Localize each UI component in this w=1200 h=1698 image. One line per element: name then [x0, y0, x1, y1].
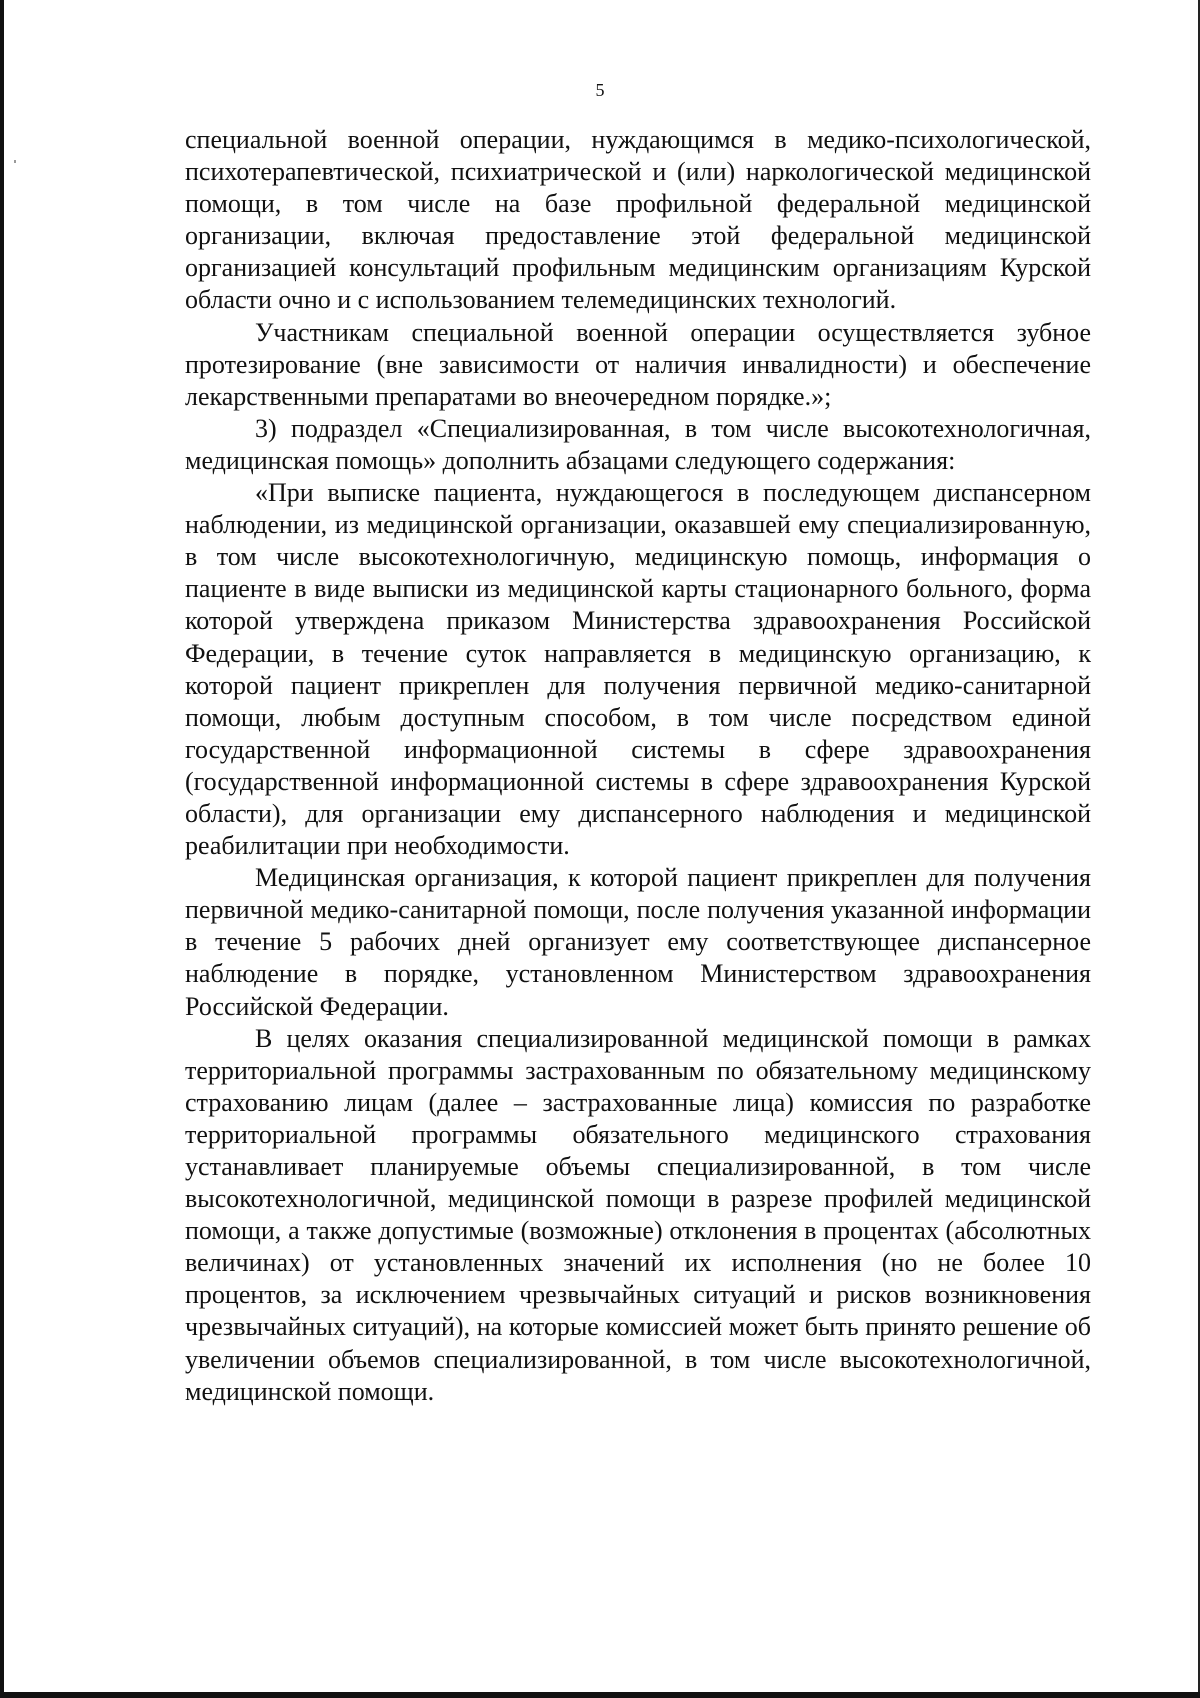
paragraph-continuation: специальной военной операции, нуждающимся в медико-психологической, психотерапевтической, психиатрической и (или) наркологической медицинской помощи, в том числе на базе профильной федеральной медицинской организации, включая предоставление этой федеральной медицинской организацией консультаций профильным медицинским организациям Курской области очно и с использованием телемедицинских технологий. [185, 125, 1091, 315]
paragraph-specialized-care-volumes: В целях оказания специализированной медицинской помощи в рамках территориальной программы застрахованным по обязательному медицинскому страхованию лицам (далее – застрахованные лица) комиссия по разработке территориальной программы обязательного медицинского страхования устанавливает планируемые объемы специализированной, в том числе высокотехнологичной, медицинской помощи в разрезе профилей медицинской помощи, а также допустимые (возможные) отклонения в процентах (абсолютных величинах) от установленных значений их исполнения (но не более 10 процентов, за исключением чрезвычайных ситуаций и рисков возникновения чрезвычайных ситуаций), на которые комиссией может быть принято решение об увеличении объемов специализированной, в том числе высокотехнологичной, медицинской помощи. [185, 1023, 1091, 1406]
paragraph-subsection-3: 3) подраздел «Специализированная, в том числе высокотехнологичная, медицинская помощь» дополнить абзацами следующего содержания: [185, 413, 1091, 475]
scan-border-bottom [0, 1692, 1200, 1698]
paragraph-followup-observation: Медицинская организация, к которой пациент прикреплен для получения первичной медико-санитарной помощи, после получения указанной информации в течение 5 рабочих дней организует ему соответствующее диспансерное наблюдение в порядке, установленном Министерством здравоохранения Российской Федерации. [185, 863, 1091, 1021]
scan-border-left [0, 0, 4, 1698]
page-number: 5 [595, 80, 605, 100]
paragraph-discharge-info: «При выписке пациента, нуждающегося в последующем диспансерном наблюдении, из медицинской организации, оказавшей ему специализированную, в том числе высокотехнологичную, медицинскую помощь, информация о пациенте в виде выписки из медицинской карты стационарного больного, форма которой утверждена приказом Министерства здравоохранения Российской Федерации, в течение суток направляется в медицинскую организацию, к которой пациент прикреплен для получения первичной медико-санитарной помощи, любым доступным способом, в том числе посредством единой государственной информационной системы в сфере здравоохранения (государственной информационной системы в сфере здравоохранения Курской области), для организации ему диспансерного наблюдения и медицинской реабилитации при необходимости. [185, 478, 1091, 861]
document-body [185, 124, 1091, 1408]
paragraph-dental-and-drugs: Участникам специальной военной операции осуществляется зубное протезирование (вне зависимости от наличия инвалидности) и обеспечение лекарственными препаратами во внеочередном порядке.»; [185, 317, 1091, 411]
scan-speck [14, 160, 16, 163]
